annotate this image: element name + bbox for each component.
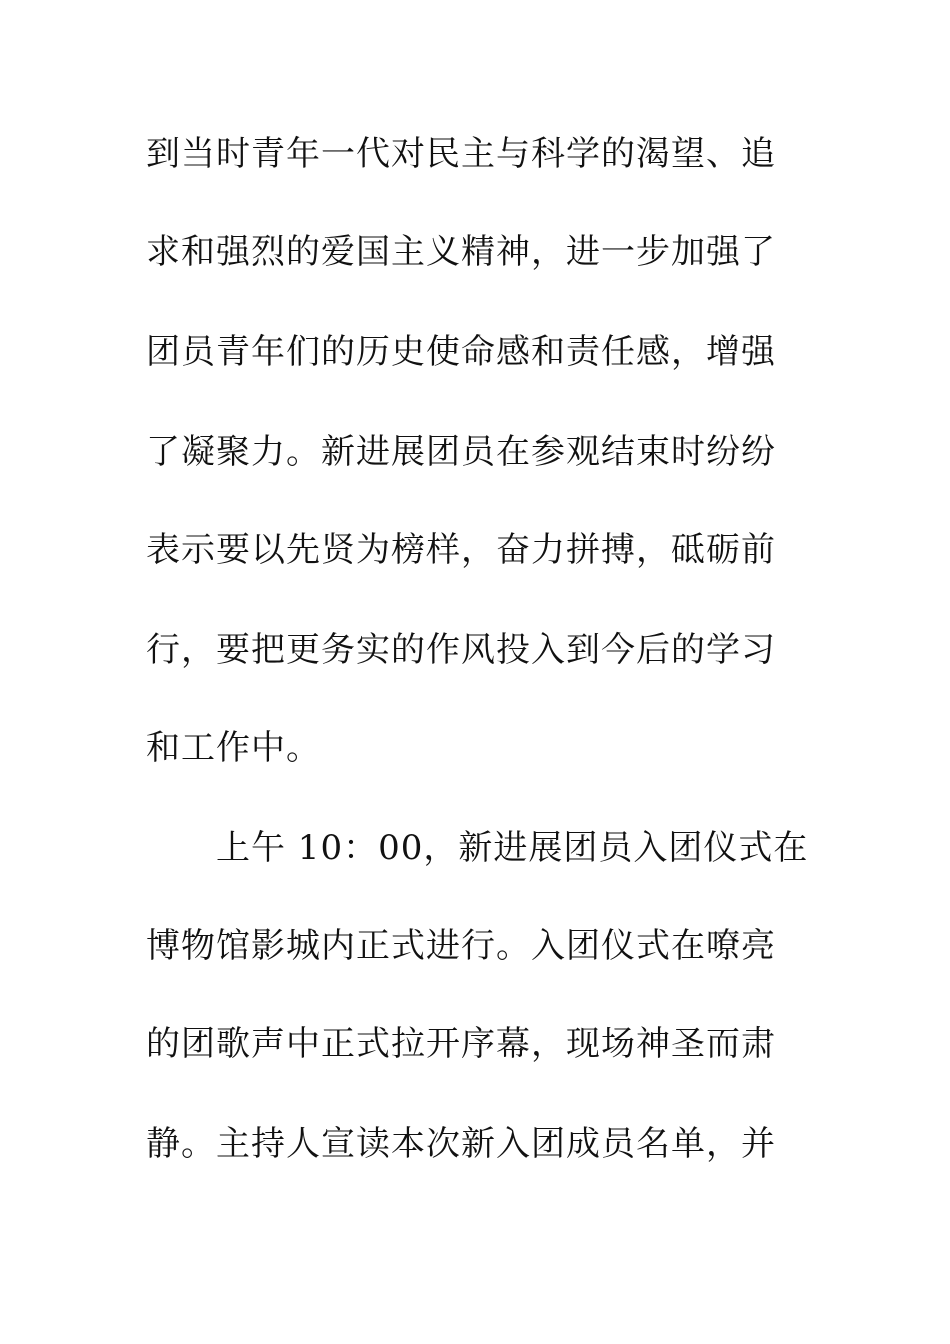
text-line: 的团歌声中正式拉开序幕，现场神圣而肃 [146, 1024, 776, 1064]
text-line: 求和强烈的爱国主义精神，进一步加强了 [146, 232, 776, 272]
text-line: 了凝聚力。新进展团员在参观结束时纷纷 [146, 432, 776, 472]
text-line: 表示要以先贤为榜样，奋力拼搏，砥砺前 [146, 530, 776, 570]
text-line: 行，要把更务实的作风投入到今后的学习 [146, 630, 776, 670]
text-line: 团员青年们的历史使命感和责任感，增强 [146, 332, 776, 372]
text-line: 静。主持人宣读本次新入团成员名单，并 [146, 1124, 776, 1164]
text-line: 和工作中。 [146, 728, 321, 768]
paragraph-2-first-line: 上午 10：00，新进展团员入团仪式在 [216, 828, 809, 868]
text-line: 博物馆影城内正式进行。入团仪式在嘹亮 [146, 926, 776, 966]
text-line: 到当时青年一代对民主与科学的渴望、追 [146, 134, 776, 174]
